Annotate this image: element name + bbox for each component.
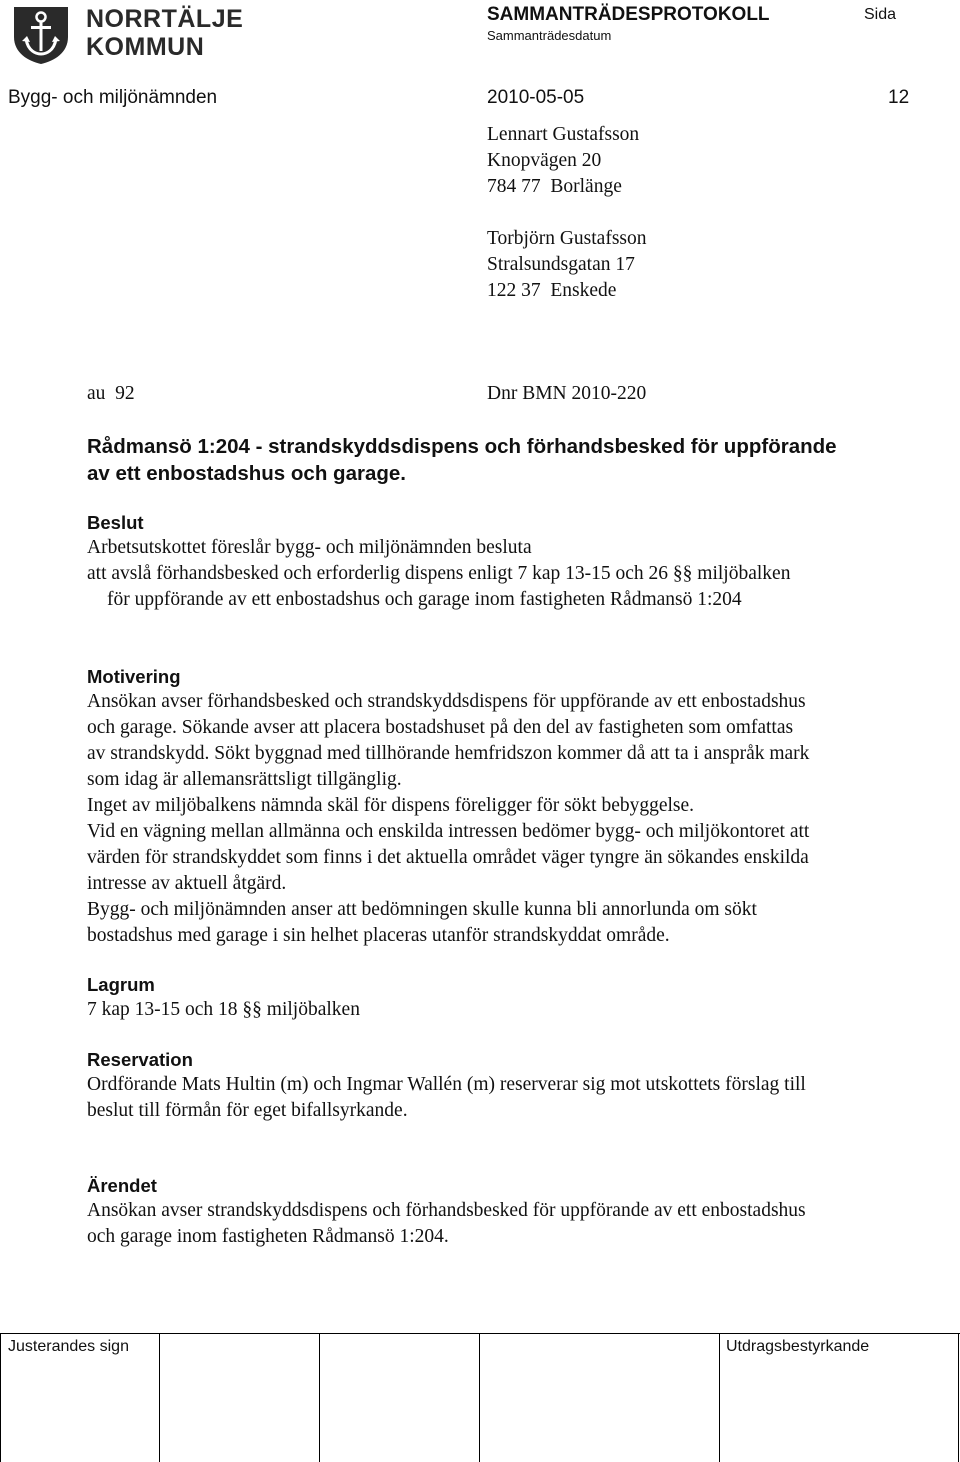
text-line: att avslå förhandsbesked och erforderlig dispens enligt 7 kap 13-15 och 26 §§ miljöbalken xyxy=(87,563,791,584)
lagrum-text xyxy=(87,997,932,1023)
reservation-text xyxy=(87,1072,932,1124)
anchor-crest-icon xyxy=(10,3,72,65)
recipient-street: Stralsundsgatan 17 xyxy=(487,254,635,275)
org-name-line2: KOMMUN xyxy=(86,33,205,61)
text-line: för uppförande av ett enbostadshus och garage inom fastigheten Rådmansö 1:204 xyxy=(107,589,742,610)
motivering-text xyxy=(87,689,932,949)
beslut-text xyxy=(87,535,932,613)
recipient-city: 784 77 Borlänge xyxy=(487,176,622,197)
heading-motivering: Motivering xyxy=(87,666,181,687)
heading-beslut: Beslut xyxy=(87,512,144,533)
footer-box-border xyxy=(0,1333,1,1462)
text-line: Ansökan avser strandskyddsdispens och förhandsbesked för uppförande av ett enbostadshus xyxy=(87,1200,806,1221)
recipient-name: Torbjörn Gustafsson xyxy=(487,228,647,249)
text-line: värden för strandskyddet som finns i det aktuella området väger tyngre än sökandes enskilda xyxy=(87,847,809,868)
page-number: 12 xyxy=(888,87,910,108)
department: Bygg- och miljönämnden xyxy=(8,87,218,108)
footer-box-border xyxy=(719,1333,720,1462)
heading-arendet: Ärendet xyxy=(87,1175,157,1196)
signature-label: Justerandes sign xyxy=(8,1338,129,1355)
page-label: Sida xyxy=(864,6,897,23)
text-line: 7 kap 13-15 och 18 §§ miljöbalken xyxy=(87,999,360,1020)
recipient-city: 122 37 Enskede xyxy=(487,280,617,301)
text-line: Bygg- och miljönämnden anser att bedömningen skulle kunna bli annorlunda om sökt xyxy=(87,899,757,920)
text-line: intresse av aktuell åtgärd. xyxy=(87,873,287,894)
recipient-street: Knopvägen 20 xyxy=(487,150,602,171)
recipient-2 xyxy=(487,226,647,304)
footer-box-border xyxy=(958,1333,959,1462)
meeting-date: 2010-05-05 xyxy=(487,87,585,108)
text-line: Vid en vägning mellan allmänna och enskilda intressen bedömer bygg- och miljökontoret att xyxy=(87,821,810,842)
recipient-name: Lennart Gustafsson xyxy=(487,124,640,145)
date-label: Sammanträdesdatum xyxy=(487,28,612,43)
case-title-line: av ett enbostadshus och garage. xyxy=(87,462,406,485)
text-line: som idag är allemansrättsligt tillgänglig. xyxy=(87,769,402,790)
paragraph-number: au 92 xyxy=(87,383,135,404)
footer-divider xyxy=(0,1333,960,1334)
text-line: Arbetsutskottet föreslår bygg- och miljönämnden besluta xyxy=(87,537,532,558)
recipient-1 xyxy=(487,122,639,200)
footer-box-border xyxy=(159,1333,160,1462)
heading-lagrum: Lagrum xyxy=(87,974,155,995)
footer-box-border xyxy=(319,1333,320,1462)
case-title xyxy=(87,433,837,487)
text-line: bostadshus med garage i sin helhet placeras utanför strandskyddat område. xyxy=(87,925,670,946)
case-number: Dnr BMN 2010-220 xyxy=(487,383,647,404)
text-line: Ordförande Mats Hultin (m) och Ingmar Wallén (m) reserverar sig mot utskottets förslag till xyxy=(87,1074,806,1095)
text-line: av strandskydd. Sökt byggnad med tillhörande hemfridszon kommer då att ta i anspråk mark xyxy=(87,743,810,764)
case-title-line: Rådmansö 1:204 - strandskyddsdispens och förhandsbesked för uppförande xyxy=(87,435,837,458)
extract-certified-label: Utdragsbestyrkande xyxy=(726,1338,870,1355)
text-line: Inget av miljöbalkens nämnda skäl för dispens föreligger för sökt bebyggelse. xyxy=(87,795,695,816)
text-line: beslut till förmån för eget bifallsyrkande. xyxy=(87,1100,408,1121)
text-line: och garage. Sökande avser att placera bostadshuset på den del av fastigheten som omfattas xyxy=(87,717,794,738)
org-name-line1: NORRTÄLJE xyxy=(86,5,244,33)
footer-box-border xyxy=(479,1333,480,1462)
municipality-logo xyxy=(10,3,244,65)
text-line: och garage inom fastigheten Rådmansö 1:204. xyxy=(87,1226,449,1247)
document-title: SAMMANTRÄDESPROTOKOLL xyxy=(487,4,770,25)
text-line: Ansökan avser förhandsbesked och strandskyddsdispens för uppförande av ett enbostadshus xyxy=(87,691,806,712)
arendet-text xyxy=(87,1198,932,1250)
heading-reservation: Reservation xyxy=(87,1049,193,1070)
